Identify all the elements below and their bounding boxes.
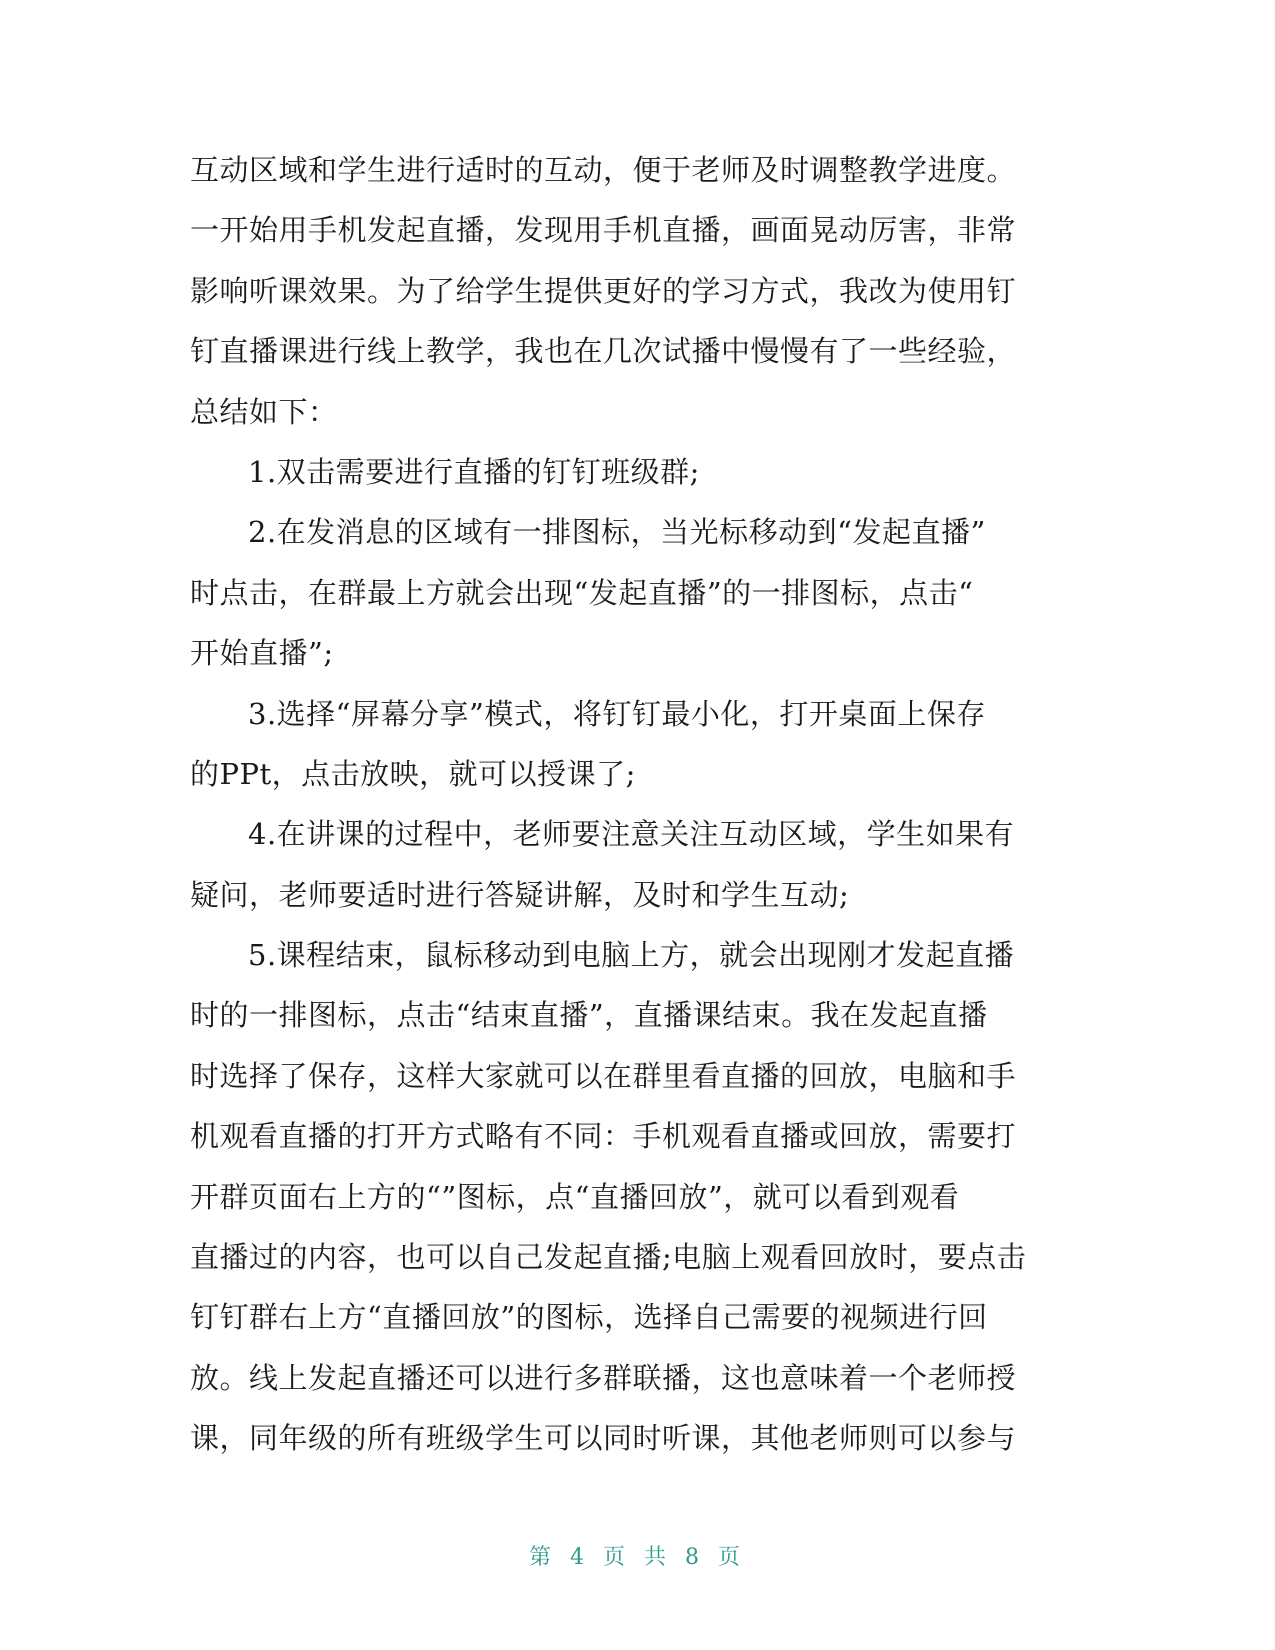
text-line: 钉钉群右上方“直播回放”的图标，选择自己需要的视频进行回: [190, 1300, 988, 1335]
list-item-4: 4.在讲课的过程中，老师要注意关注互动区域，学生如果有: [248, 817, 1015, 852]
text-line: 直播过的内容，也可以自己发起直播;电脑上观看回放时，要点击: [190, 1240, 1027, 1275]
text-line: 开群页面右上方的“”图标，点“直播回放”，就可以看到观看: [190, 1179, 960, 1214]
text-line: 时选择了保存，这样大家就可以在群里看直播的回放，电脑和手: [190, 1058, 1017, 1093]
text-line: 疑问，老师要适时进行答疑讲解，及时和学生互动;: [190, 877, 850, 912]
list-item-2: 2.在发消息的区域有一排图标，当光标移动到“发起直播”: [248, 515, 986, 550]
text-line: 一开始用手机发起直播，发现用手机直播，画面晃动厉害，非常: [190, 213, 1017, 248]
text-line: 时点击，在群最上方就会出现“发起直播”的一排图标，点击“: [190, 575, 974, 610]
list-item-1: 1.双击需要进行直播的钉钉班级群;: [248, 454, 700, 489]
text-line: 机观看直播的打开方式略有不同：手机观看直播或回放，需要打: [190, 1119, 1017, 1154]
list-item-5: 5.课程结束，鼠标移动到电脑上方，就会出现刚才发起直播: [248, 938, 1015, 973]
text-line: 课，同年级的所有班级学生可以同时听课，其他老师则可以参与: [190, 1421, 1017, 1456]
text-line: 时的一排图标，点击“结束直播”，直播课结束。我在发起直播: [190, 998, 988, 1033]
document-body: [190, 140, 1075, 1469]
text-line: 互动区域和学生进行适时的互动，便于老师及时调整教学进度。: [190, 153, 1017, 187]
text-line: 开始直播”;: [190, 636, 334, 671]
text-line: 总结如下：: [190, 394, 338, 429]
text-line: 的PPt，点击放映，就可以授课了;: [190, 756, 636, 791]
text-line: 钉直播课进行线上教学，我也在几次试播中慢慢有了一些经验，: [190, 334, 1017, 369]
text-line: 放。线上发起直播还可以进行多群联播，这也意味着一个老师授: [190, 1360, 1017, 1395]
list-item-3: 3.选择“屏幕分享”模式，将钉钉最小化，打开桌面上保存: [248, 696, 986, 731]
text-line: 影响听课效果。为了给学生提供更好的学习方式，我改为使用钉: [190, 273, 1017, 308]
page-number-footer: 第 4 页 共 8 页: [529, 1545, 746, 1570]
